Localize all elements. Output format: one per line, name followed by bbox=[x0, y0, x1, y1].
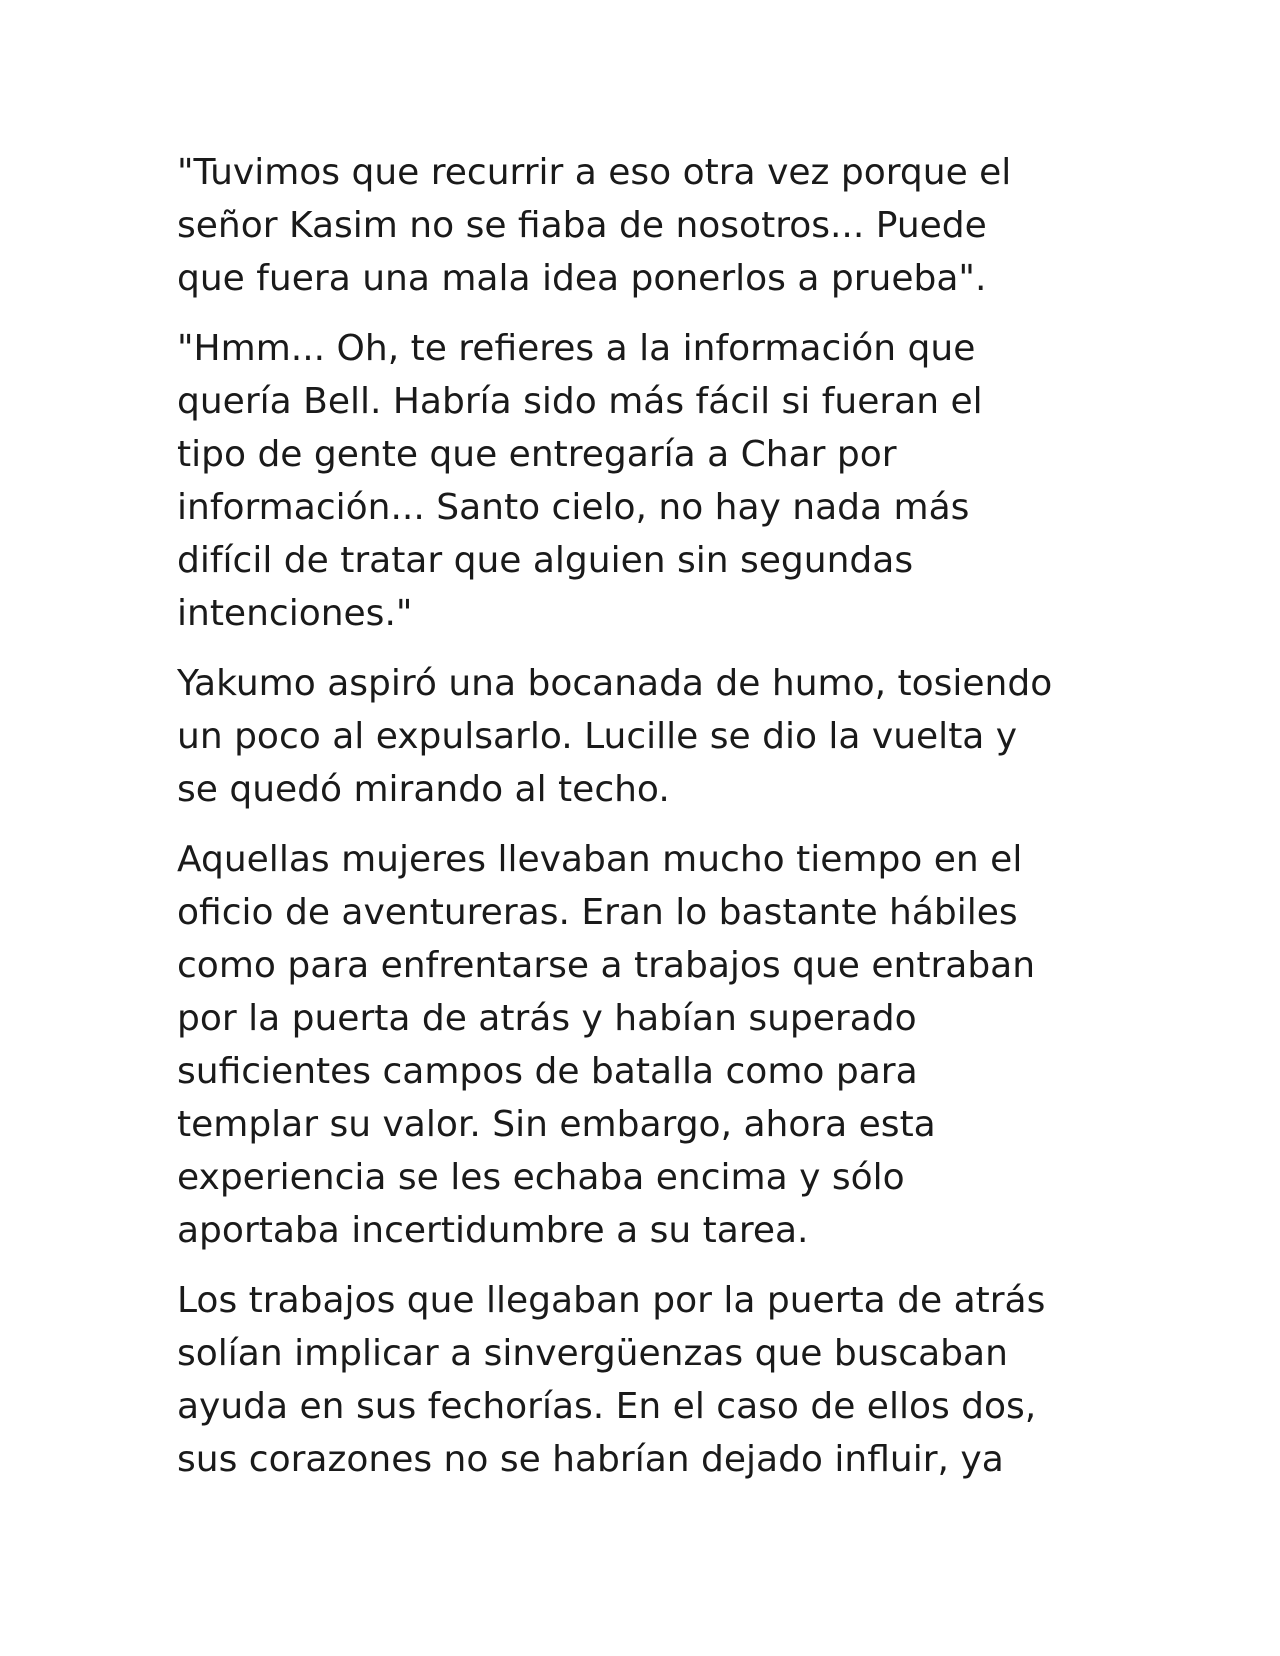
text-line: Aquellas mujeres llevaban mucho tiempo en el bbox=[177, 839, 1023, 880]
text-line: "Hmm... Oh, te refieres a la información que bbox=[177, 328, 976, 369]
paragraph bbox=[177, 833, 1117, 1257]
text-line: suficientes campos de batalla como para bbox=[177, 1051, 918, 1092]
text-line: información... Santo cielo, no hay nada más bbox=[177, 487, 970, 528]
text-line: sus corazones no se habrían dejado influir, ya bbox=[177, 1439, 1004, 1480]
text-line: tipo de gente que entregaría a Char por bbox=[177, 434, 897, 475]
text-line: que fuera una mala idea ponerlos a prueba". bbox=[177, 258, 987, 299]
text-line: Yakumo aspiró una bocanada de humo, tosiendo bbox=[177, 663, 1053, 704]
text-line: experiencia se les echaba encima y sólo bbox=[177, 1157, 905, 1198]
text-line: intenciones." bbox=[177, 593, 413, 634]
text-line: "Tuvimos que recurrir a eso otra vez porque el bbox=[177, 152, 1012, 193]
text-line: solían implicar a sinvergüenzas que buscaban bbox=[177, 1333, 1008, 1374]
paragraph bbox=[177, 657, 1117, 816]
paragraph bbox=[177, 146, 1117, 305]
text-line: un poco al expulsarlo. Lucille se dio la vuelta y bbox=[177, 716, 1018, 757]
paragraph bbox=[177, 1274, 1117, 1486]
text-line: difícil de tratar que alguien sin segundas bbox=[177, 540, 914, 581]
text-line: Los trabajos que llegaban por la puerta de atrás bbox=[177, 1280, 1046, 1321]
text-line: templar su valor. Sin embargo, ahora esta bbox=[177, 1104, 936, 1145]
text-line: quería Bell. Habría sido más fácil si fueran el bbox=[177, 381, 983, 422]
text-line: ayuda en sus fechorías. En el caso de ellos dos, bbox=[177, 1386, 1037, 1427]
body-text bbox=[177, 146, 1117, 1503]
text-line: como para enfrentarse a trabajos que entraban bbox=[177, 945, 1036, 986]
text-line: aportaba incertidumbre a su tarea. bbox=[177, 1210, 809, 1251]
text-line: oficio de aventureras. Eran lo bastante hábiles bbox=[177, 892, 1018, 933]
text-line: por la puerta de atrás y habían superado bbox=[177, 998, 917, 1039]
text-line: señor Kasim no se fiaba de nosotros... Puede bbox=[177, 205, 987, 246]
text-line: se quedó mirando al techo. bbox=[177, 769, 670, 810]
paragraph bbox=[177, 322, 1117, 640]
